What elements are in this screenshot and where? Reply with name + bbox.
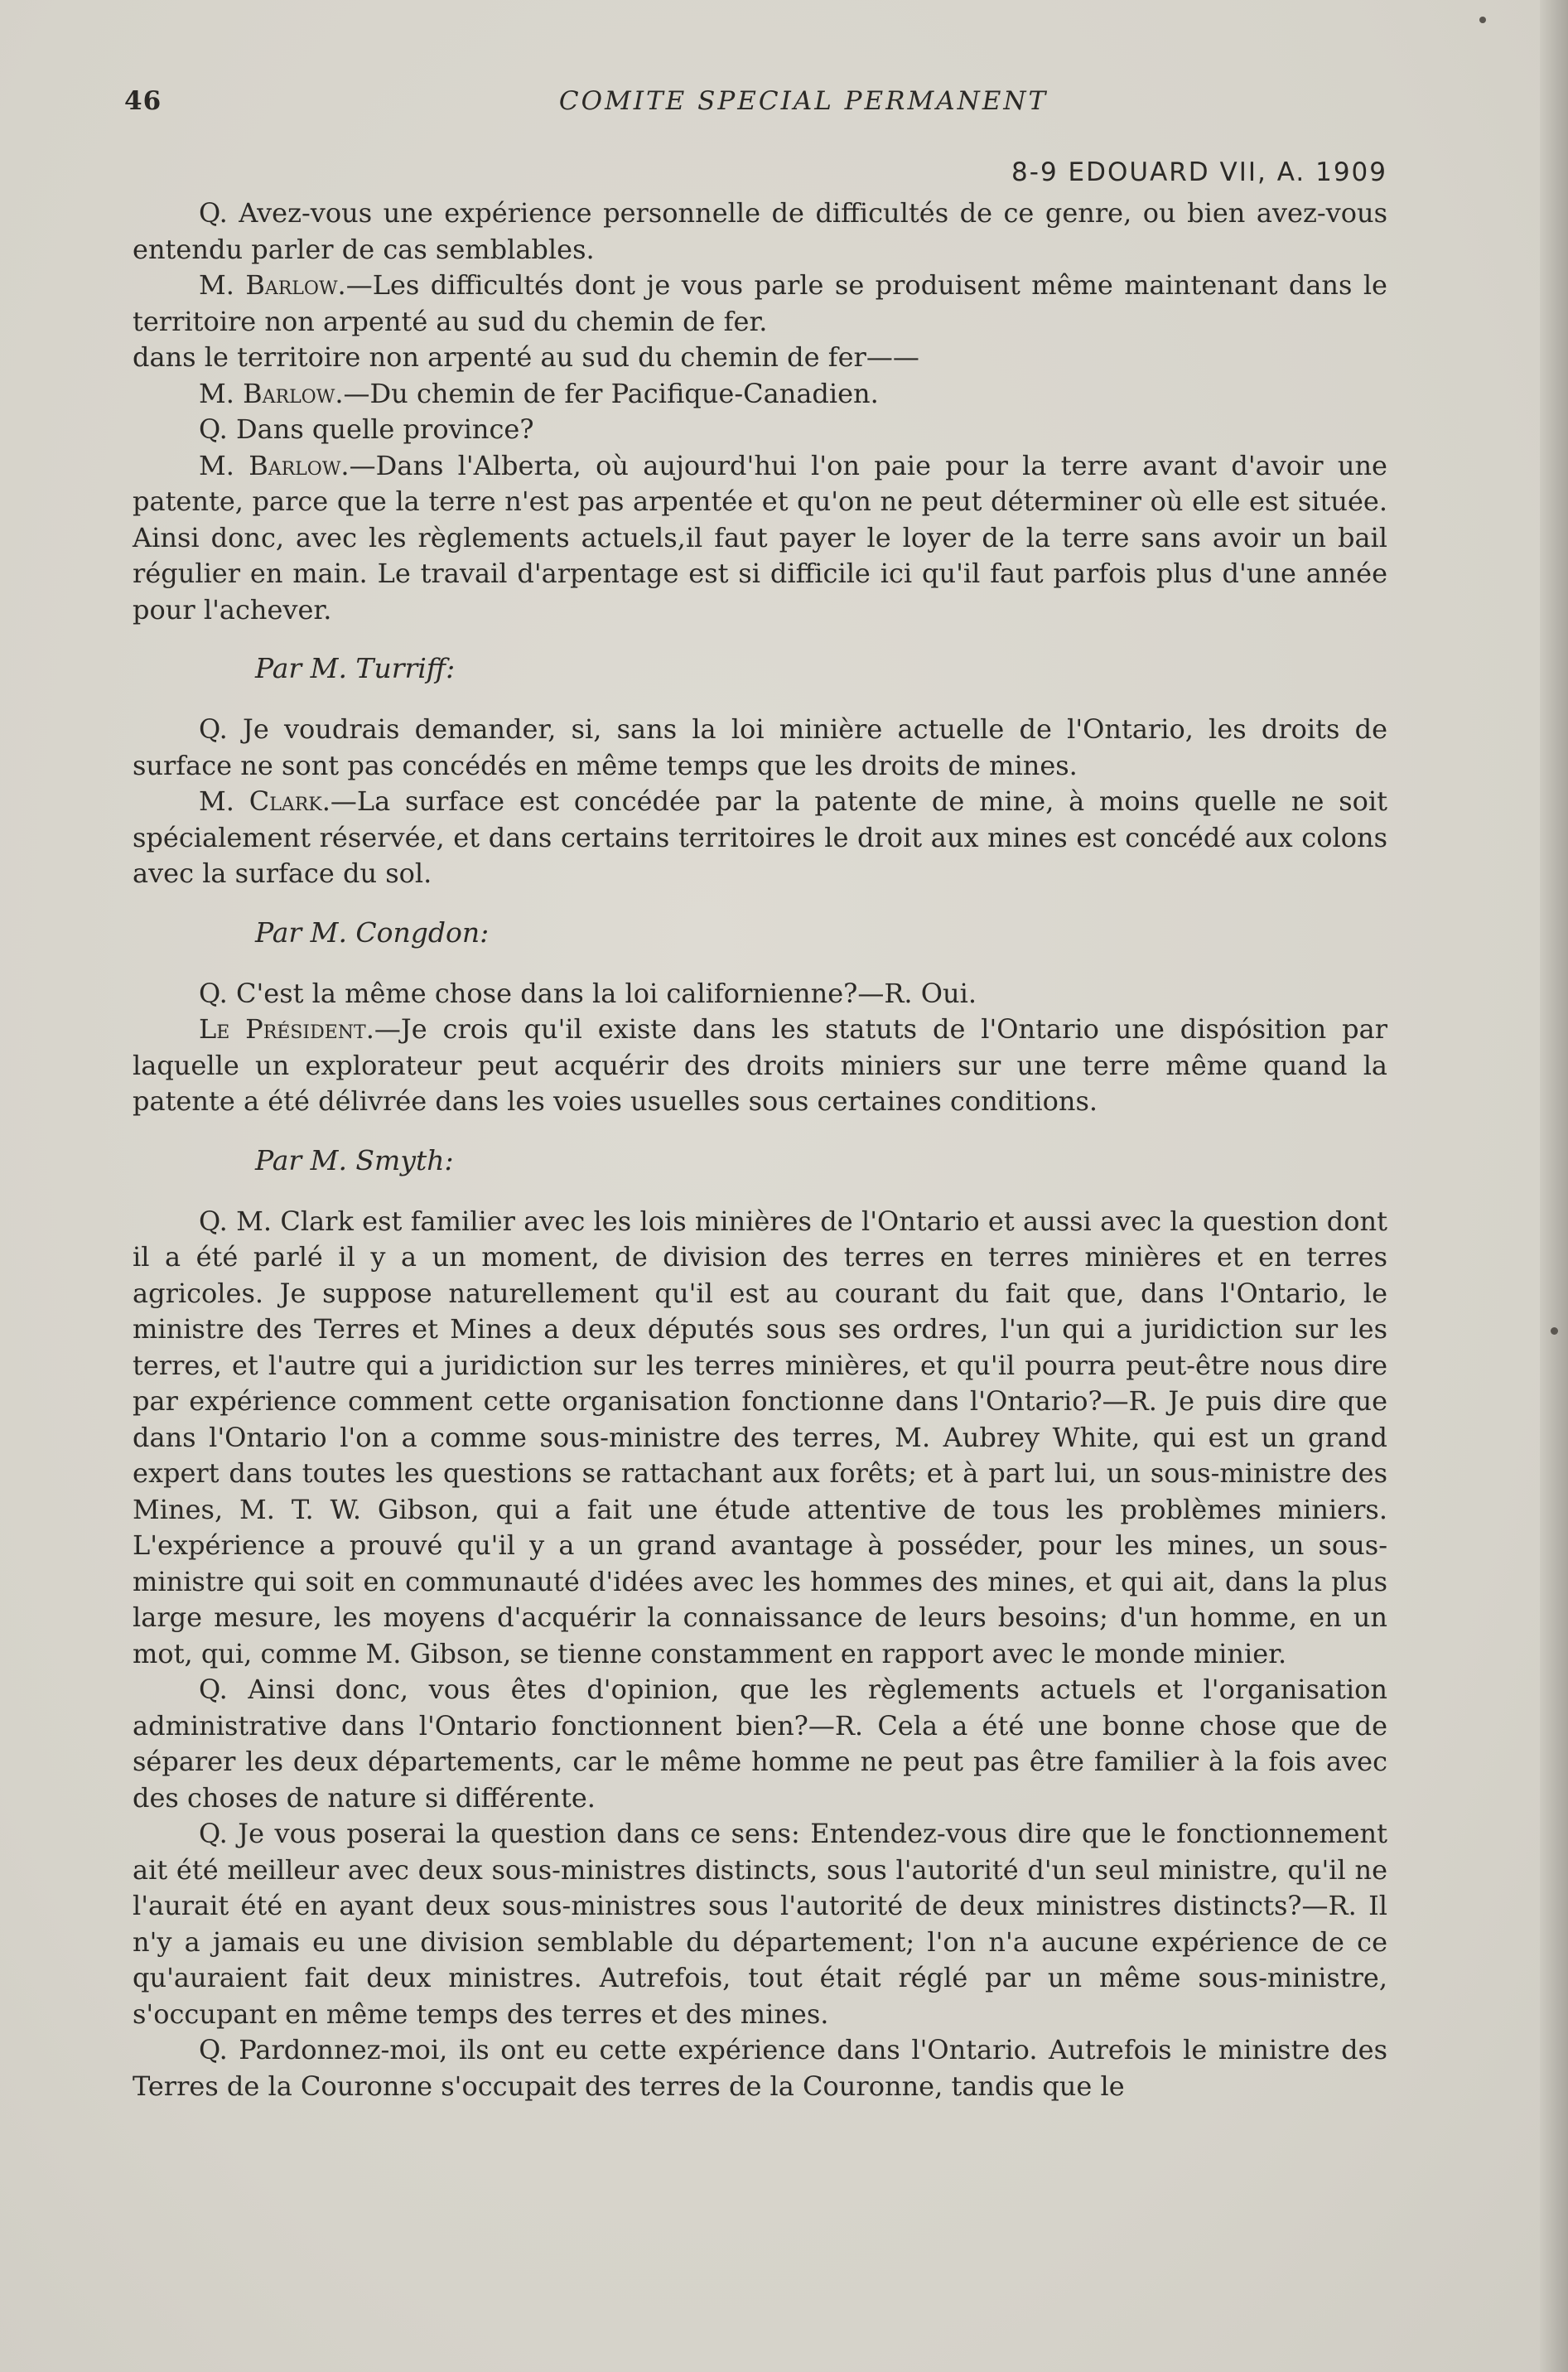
paragraph-answer: M. Clark.—La surface est concédée par la patente de mine, à moins quelle ne soit spécialement réservée, et dans certains territoires le droit aux mines est concédé aux colons avec la surface du sol. (133, 785, 1388, 889)
section-heading: Par M. Smyth: (255, 1143, 454, 1176)
paper-speck (1551, 1327, 1558, 1335)
paragraph-question: Q. C'est la même chose dans la loi californienne?—R. Oui. (199, 977, 977, 1009)
paragraph-question: Q. Je voudrais demander, si, sans la loi minière actuelle de l'Ontario, les droits de surface ne sont pas concédés en même temps que les droits de mines. (133, 713, 1387, 781)
body-text (133, 196, 1387, 2104)
page-edge-shadow (1540, 0, 1568, 2372)
speaker-name: Le Président. (199, 1013, 374, 1045)
running-title: COMITE SPECIAL PERMANENT (558, 86, 1049, 116)
paragraph-question: Q. Je vous poserai la question dans ce sens: Entendez-vous dire que le fonctionnement ait été meilleur avec deux sous-ministres distincts, sous l'autorité d'un seul ministre, qu'il ne l'aurait été en ayant deux sous-ministres sous l'autorité de deux ministres distincts?—R. Il n'y a jamais eu une division semblable du département; l'on n'a aucune expérience de ce qu'auraient fait deux ministres. Autrefois, tout était réglé par un même sous-ministre, s'occupant en même temps des terres et des mines. (133, 1818, 1387, 2030)
paragraph-repeated-line: dans le territoire non arpenté au sud du chemin de fer—— (133, 341, 919, 373)
paragraph-answer: M. Barlow.—Les difficultés dont je vous parle se produisent même maintenant dans le territoire non arpenté au sud du chemin de fer. (133, 269, 1387, 337)
paragraph-answer: M. Barlow.—Du chemin de fer Pacifique-Canadien. (199, 377, 879, 409)
speaker-name: M. Barlow. (199, 449, 350, 481)
paragraph-question: Q. Avez-vous une expérience personnelle de difficultés de ce genre, ou bien avez-vous entendu parler de cas semblables. (133, 197, 1387, 265)
edition-line: 8-9 EDOUARD VII, A. 1909 (1011, 157, 1387, 187)
section-heading: Par M. Turriff: (255, 652, 456, 684)
paragraph-question: Q. Pardonnez-moi, ils ont eu cette expérience dans l'Ontario. Autrefois le ministre des Terres de la Couronne s'occupait des terres de la Couronne, tandis que le (133, 2034, 1387, 2102)
section-heading: Par M. Congdon: (255, 915, 490, 949)
speaker-name: M. Clark. (199, 785, 330, 817)
paper-speck (1479, 17, 1486, 23)
speaker-name: M. Barlow. (199, 269, 346, 301)
paragraph-answer: M. Barlow.—Dans l'Alberta, où aujourd'hui l'on paie pour la terre avant d'avoir une patente, parce que la terre n'est pas arpentée et qu'on ne peut déterminer où elle est située. Ainsi donc, avec les règlements actuels,il faut payer le loyer de la terre sans avoir un bail régulier en main. Le travail d'arpentage est si difficile ici qu'il faut parfois plus d'une année pour l'achever. (133, 449, 1387, 626)
speaker-name: M. Barlow. (199, 377, 344, 409)
paragraph-answer: Le Président.—Je crois qu'il existe dans les statuts de l'Ontario une dispósition par laquelle un explorateur peut acquérir des droits miniers sur une terre même quand la patente a été délivrée dans les voies usuelles sous certaines conditions. (133, 1013, 1387, 1117)
paragraph-question: Q. M. Clark est familier avec les lois minières de l'Ontario et aussi avec la question dont il a été parlé il y a un moment, de division des terres en terres minières et en terres agricoles. Je suppose naturellement qu'il est au courant du fait que, dans l'Ontario, le ministre des Terres et Mines a deux députés sous ses ordres, l'un qui a juridiction sur les terres, et l'autre qui a juridiction sur les terres minières, et qu'il pourra peut-être nous dire par expérience comment cette organisation fonctionne dans l'Ontario?—R. Je puis dire que dans l'Ontario l'on a comme sous-ministre des terres, M. Aubrey White, qui est un grand expert dans toutes les questions se rattachant aux forêts; et à part lui, un sous-ministre des Mines, M. T. W. Gibson, qui a fait une étude attentive de tous les problèmes miniers. L'expérience a prouvé qu'il y a un grand avantage à posséder, pour les mines, un sous-ministre qui soit en communauté d'idées avec les hommes des mines, et qui ait, dans la plus large mesure, les moyens d'acquérir la connaissance de leurs besoins; d'un homme, en un mot, qui, comme M. Gibson, se tienne constamment en rapport avec le monde minier. (133, 1205, 1387, 1669)
page-header (124, 86, 1392, 128)
page-number: 46 (124, 86, 162, 116)
paragraph-question: Q. Dans quelle province? (199, 413, 534, 445)
paragraph-question: Q. Ainsi donc, vous êtes d'opinion, que les règlements actuels et l'organisation administrative dans l'Ontario fonctionnent bien?—R. Cela a été une bonne chose que de séparer les deux départements, car le même homme ne peut pas être familier à la fois avec des choses de nature si différente. (133, 1674, 1387, 1814)
